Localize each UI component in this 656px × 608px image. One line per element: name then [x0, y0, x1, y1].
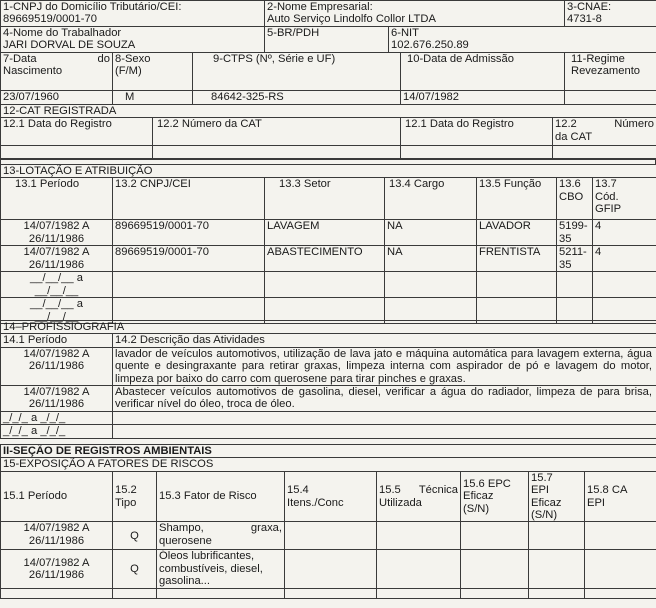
regime-label-2: Revezamento: [571, 65, 641, 78]
exposicao-row-2-empty: [1, 588, 113, 598]
exposicao-epi-header: [529, 471, 585, 522]
exposicao-row-0-empty: [585, 522, 656, 550]
technique-header-b: Utilizada: [379, 496, 422, 509]
birth-date-label: 7-Data do: [3, 53, 110, 65]
type-header-a: 15.2: [115, 484, 137, 497]
blank-period-a: __/__/__ a: [30, 272, 83, 285]
cbo-a: 5211-: [559, 246, 587, 259]
period-b: 26/11/1986: [28, 534, 85, 547]
cat-table: [0, 104, 656, 160]
exposicao-row-2-empty: [461, 588, 529, 598]
exposicao-risk-header: 15.3 Fator de Risco: [157, 471, 285, 522]
profissiografia-row-2-period: _/_/_ a _/_/_: [1, 412, 113, 425]
exposicao-row: [1, 522, 656, 550]
profissiografia-row-0-period: [1, 347, 113, 385]
period-a: 14/07/1982 A: [23, 246, 90, 259]
exposicao-row-1-empty: [461, 550, 529, 588]
nit-value: 102.676.250.89: [391, 39, 469, 52]
ctps-header: [193, 53, 401, 91]
period-b: 26/11/1986: [28, 569, 85, 582]
blank-period-a: __/__/__ a: [30, 298, 83, 311]
period-b: 26/11/1986: [28, 360, 85, 373]
profissiografia-description-header: 14.2 Descrição das Atividades: [113, 334, 656, 347]
blank-period-b: __/__/__: [34, 284, 79, 297]
profissiografia-section-title: 14–PROFISSIOGRAFIA: [1, 321, 656, 334]
lotacao-row-0-sector: LAVAGEM: [265, 220, 385, 246]
lotacao-row-1-cnpj: 89669519/0001-70: [113, 246, 265, 272]
period-a: 14/07/1982 A: [23, 347, 90, 360]
cat-section-title: 12-CAT REGISTRADA: [1, 105, 656, 118]
gfip-header-c: GFIP: [595, 203, 622, 216]
epi-header-a: 15.7: [531, 471, 553, 484]
ca-header-a: 15.8 CA: [587, 484, 628, 497]
cnae-value: 4731-8: [567, 13, 602, 26]
profissiografia-row-1-period: [1, 386, 113, 412]
cbo-a: 5199-: [559, 220, 588, 233]
exposicao-row: [1, 550, 656, 588]
cnae-label: 3-CNAE:: [567, 1, 612, 13]
worker-table: [0, 26, 656, 53]
cat-date-1-label: 12.1 Data do Registro: [1, 118, 153, 146]
lotacao-row: [1, 272, 656, 298]
exposicao-row-1-empty: [585, 550, 656, 588]
exposicao-ca-header: [585, 471, 656, 522]
regime-label: 11-Regime: [571, 53, 625, 65]
exposicao-row-2-empty: [585, 588, 656, 598]
cat-date-2-label: 12.1 Data do Registro: [401, 118, 553, 146]
profissiografia-row-1-description: Abastecer veículos automotivos de gasolina, diesel, verificar a água do radiador, limpeza de para brisa, verificar nível do óleo, troca de óleo.: [113, 386, 656, 412]
profissiografia-row-0-description: lavador de veículos automotivos, utilização de lava jato e máquina automática para lavagem externa, água quente e desingraxante para retirar graxas, limpeza interna com aspirador de pó e lavagem do motor, limpeza por baixo do carro com querosene para tirar pinches e graxas.: [113, 347, 656, 385]
registros-section-title: II-SEÇÃO DE REGISTROS AMBIENTAIS: [1, 445, 656, 458]
exposicao-row-1-risk: Óleos lubrificantes, combustíveis, diesel, gasolina...: [157, 550, 285, 588]
br-pdh-label: 5-BR/PDH: [267, 27, 320, 39]
cat-number-2-text-a: 12.2 Número: [555, 118, 655, 131]
cnpj-value: 89669519/0001-70: [3, 13, 97, 26]
items-header-b: Itens./Conc: [287, 496, 344, 509]
period-a: 14/07/1982 A: [23, 220, 90, 233]
period-b: 26/11/1986: [28, 258, 85, 271]
cat-number-1-label: 12.2 Número da CAT: [153, 118, 401, 146]
exposicao-row-2-empty: [285, 588, 377, 598]
profissiografia-row: [1, 347, 656, 385]
period-b: 26/11/1986: [28, 232, 85, 245]
admission-header: [401, 53, 565, 91]
lotacao-sector-header: 13.3 Setor: [265, 178, 385, 220]
ca-header-b: EPI: [587, 496, 606, 509]
period-a: 14/07/1982 A: [23, 522, 90, 535]
identification-table: [0, 0, 656, 27]
sex-options: (F/M): [115, 65, 142, 78]
lotacao-row: [1, 246, 656, 272]
lotacao-row-2-empty: [265, 272, 385, 298]
profissiografia-row: [1, 425, 656, 438]
cbo-header-b: CBO: [559, 190, 584, 203]
gfip-header-a: 13.7: [595, 178, 617, 191]
br-pdh-cell: [265, 27, 389, 53]
lotacao-gfip-header: [593, 178, 656, 220]
company-name-label: 2-Nome Empresarial:: [267, 1, 373, 13]
birth-date-header: [1, 53, 113, 91]
exposicao-row-0-type: Q: [113, 522, 157, 550]
lotacao-row-2-period: [1, 272, 113, 298]
profissiografia-row-3-description: [113, 425, 656, 438]
lotacao-row-0-gfip: 4: [593, 220, 656, 246]
cbo-header-a: 13.6: [559, 178, 581, 191]
exposicao-type-header: [113, 471, 157, 522]
worker-name-label: 4-Nome do Trabalhador: [3, 27, 122, 39]
cat-number-2-text-b: da CAT: [555, 130, 593, 143]
epi-header-d: (S/N): [531, 509, 558, 522]
lotacao-cnpj-header: 13.2 CNPJ/CEI: [113, 178, 265, 220]
lotacao-row-1-sector: ABASTECIMENTO: [265, 246, 385, 272]
exposicao-row-2-empty: [529, 588, 585, 598]
profissiografia-period-header: 14.1 Período: [1, 334, 113, 347]
lotacao-table: [0, 164, 656, 324]
items-header-a: 15.4: [287, 484, 309, 497]
ctps-value: 84642-325-RS: [193, 91, 401, 105]
period-a: 14/07/1982 A: [23, 386, 90, 399]
cnpj-cell: [1, 1, 265, 27]
exposicao-row-2-empty: [377, 588, 461, 598]
exposicao-row-0-empty: [377, 522, 461, 550]
regime-value: [565, 91, 656, 105]
cnpj-label: 1-CNPJ do Domicílio Tributário/CEI:: [3, 1, 182, 13]
lotacao-function-header: 13.5 Função: [477, 178, 557, 220]
exposicao-row-2-empty: [113, 588, 157, 598]
exposicao-row-1-type: Q: [113, 550, 157, 588]
cbo-b: 35: [559, 232, 572, 245]
lotacao-row-0-function: LAVADOR: [477, 220, 557, 246]
exposicao-row-0-risk: Shampo, graxa, querosene: [157, 522, 285, 550]
admission-label: 10-Data de Admissão: [407, 53, 514, 65]
epi-header-c: Eficaz: [531, 496, 562, 509]
registros-ambientais-table: [0, 444, 656, 599]
cat-number-2-label: [553, 118, 656, 146]
profissiografia-row-3-period: _/_/_ a _/_/_: [1, 425, 113, 438]
lotacao-row-0-cbo: [557, 220, 593, 246]
worker-name-value: JARI DORVAL DE SOUZA: [3, 39, 136, 52]
lotacao-row-2-empty: [113, 272, 265, 298]
nit-label: 6-NIT: [391, 27, 419, 39]
sex-label: 8-Sexo: [115, 53, 151, 65]
lotacao-cbo-header: [557, 178, 593, 220]
epc-header-b: Eficaz: [463, 490, 494, 503]
exposicao-epc-header: [461, 471, 529, 522]
lotacao-row-2-empty: [593, 272, 656, 298]
exposicao-row-1-period: [1, 550, 113, 588]
exposicao-technique-header: [377, 471, 461, 522]
lotacao-row-2-empty: [557, 272, 593, 298]
lotacao-row-0-period: [1, 220, 113, 246]
personal-data-table: [0, 52, 656, 105]
lotacao-row-1-period: [1, 246, 113, 272]
exposicao-row-2-empty: [157, 588, 285, 598]
exposicao-period-header: 15.1 Período: [1, 471, 113, 522]
type-header-b: Tipo: [115, 496, 137, 509]
lotacao-cargo-header: 13.4 Cargo: [385, 178, 477, 220]
profissiografia-row-2-description: [113, 412, 656, 425]
exposicao-row-0-empty: [529, 522, 585, 550]
worker-name-cell: [1, 27, 265, 53]
blank-period-b: __/__/__: [34, 310, 79, 323]
lotacao-row-2-empty: [385, 272, 477, 298]
lotacao-row-2-empty: [477, 272, 557, 298]
company-name-cell: [265, 1, 565, 27]
birth-date-value: 23/07/1960: [1, 91, 113, 105]
lotacao-row-0-cargo: NA: [385, 220, 477, 246]
exposicao-row-0-empty: [461, 522, 529, 550]
epc-header-c: (S/N): [463, 502, 490, 515]
admission-value: 14/07/1982: [401, 91, 565, 105]
epc-header-a: 15.6 EPC: [463, 478, 511, 491]
epi-header-b: EPI: [531, 484, 550, 497]
nit-cell: [389, 27, 656, 53]
lotacao-row-1-function: FRENTISTA: [477, 246, 557, 272]
technique-header-a: 15.5 Técnica: [379, 484, 458, 497]
profissiografia-table: [0, 320, 656, 439]
lotacao-row-0-cnpj: 89669519/0001-70: [113, 220, 265, 246]
birth-date-label-2: Nascimento: [3, 65, 63, 78]
exposicao-row-1-empty: [285, 550, 377, 588]
exposicao-row-1-empty: [377, 550, 461, 588]
lotacao-row-1-cargo: NA: [385, 246, 477, 272]
period-b: 26/11/1986: [28, 398, 85, 411]
regime-header: [565, 53, 656, 91]
exposicao-row-0-empty: [285, 522, 377, 550]
ctps-label: 9-CTPS (Nº, Série e UF): [213, 53, 336, 65]
lotacao-row-1-cbo: [557, 246, 593, 272]
sex-header: [113, 53, 193, 91]
cnae-cell: [565, 1, 656, 27]
gfip-header-b: Cód.: [595, 190, 619, 203]
lotacao-row: [1, 220, 656, 246]
company-name-value: Auto Serviço Lindolfo Collor LTDA: [267, 13, 436, 26]
profissiografia-row: [1, 412, 656, 425]
period-a: 14/07/1982 A: [23, 556, 90, 569]
lotacao-period-header: 13.1 Período: [1, 178, 113, 220]
exposicao-row-0-period: [1, 522, 113, 550]
lotacao-row-1-gfip: 4: [593, 246, 656, 272]
exposicao-row-1-empty: [529, 550, 585, 588]
sex-value: M: [113, 91, 193, 105]
lotacao-section-title: 13-LOTAÇÃO E ATRIBUIÇÃO: [1, 165, 656, 178]
exposicao-section-title: 15-EXPOSIÇÃO A FATORES DE RISCOS: [1, 458, 656, 471]
exposicao-items-header: [285, 471, 377, 522]
profissiografia-row: [1, 386, 656, 412]
cbo-b: 35: [559, 258, 572, 271]
